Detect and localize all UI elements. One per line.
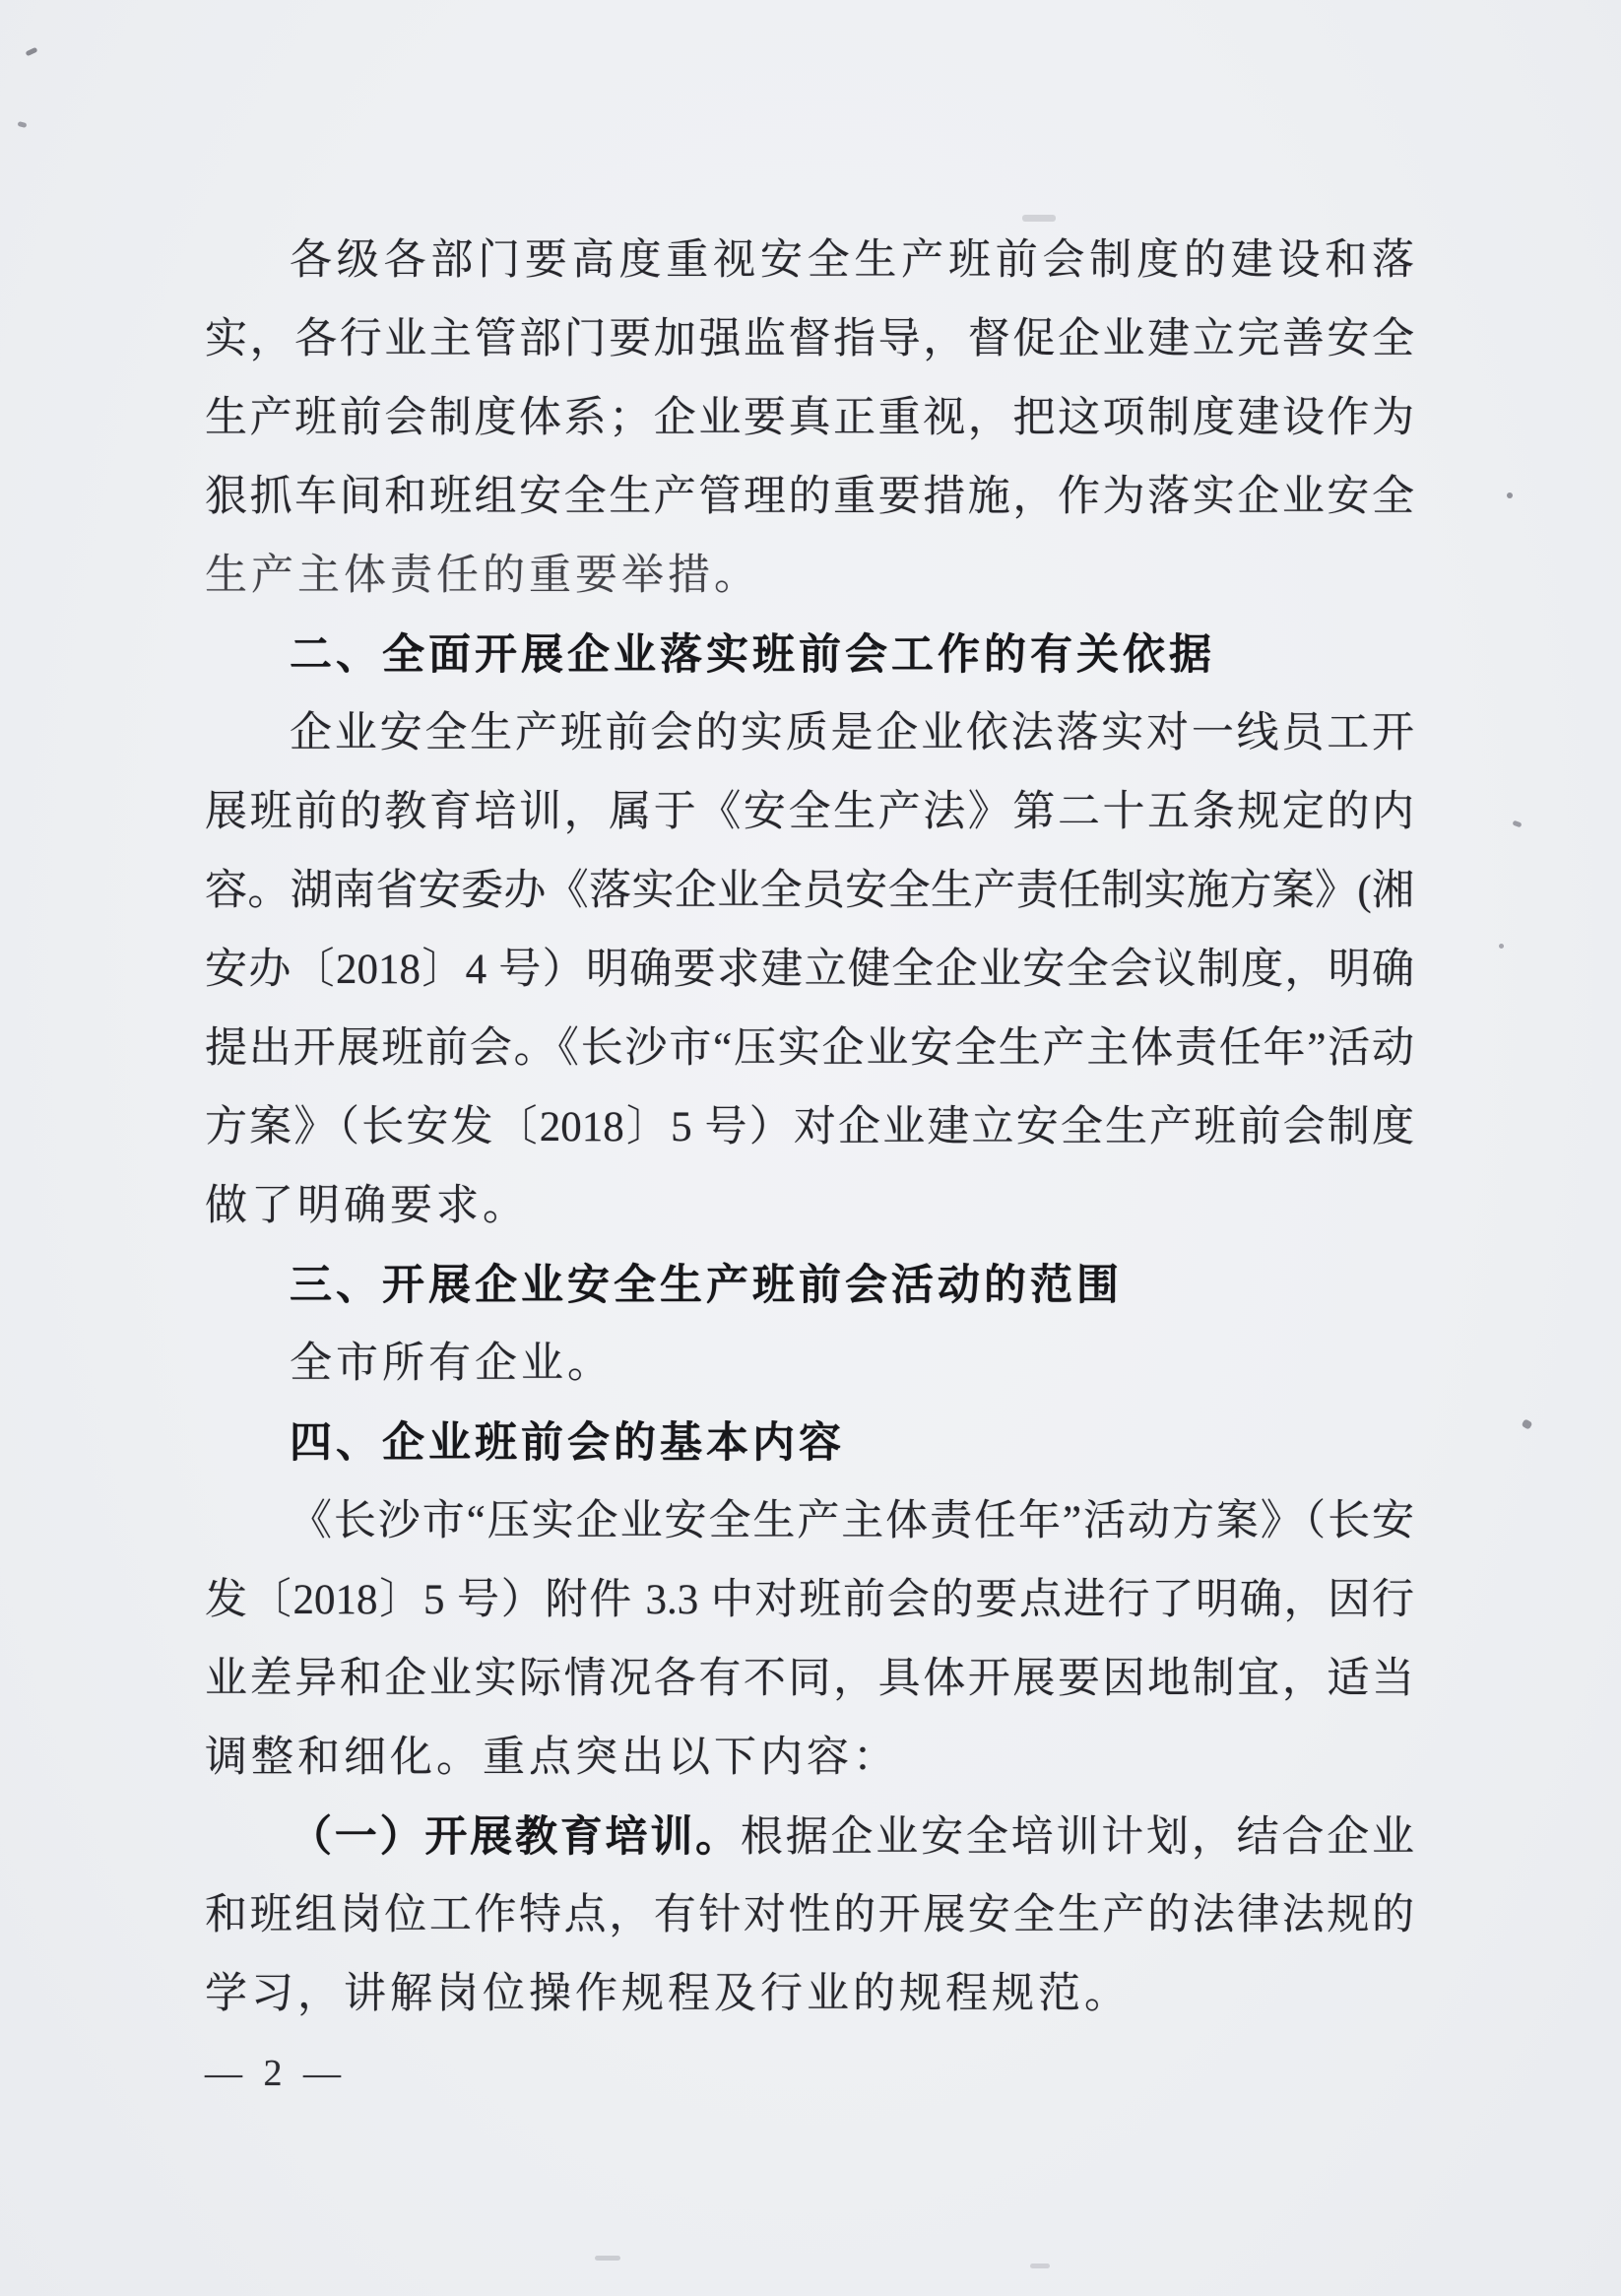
body-line: 展班前的教育培训，属于《安全生产法》第二十五条规定的内 [205,789,1414,835]
body-line: 发〔2018〕5 号）附件 3.3 中对班前会的要点进行了明确，因行 [205,1577,1414,1623]
scan-artifact [1507,492,1513,498]
scan-artifact [1499,944,1504,949]
scan-artifact [1022,215,1056,222]
body-line: 狠抓车间和班组安全生产管理的重要措施，作为落实企业安全 [205,474,1414,520]
scan-artifact [1030,2263,1050,2268]
body-line: 容。湖南省安委办《落实企业全员安全生产责任制实施方案》(湘 [205,868,1414,914]
body-line: 《长沙市“压实企业安全生产主体责任年”活动方案》（长安 [290,1498,1414,1544]
body-line: 提出开展班前会。《长沙市“压实企业安全生产主体责任年”活动 [205,1025,1414,1072]
body-line: 生产主体责任的重要举措。 [205,553,760,599]
body-line: 学习，讲解岗位操作规程及行业的规程规范。 [205,1971,1131,2017]
document-text-block [205,222,1414,2113]
body-line: 安办〔2018〕4 号）明确要求建立健全企业安全会议制度，明确 [205,947,1414,993]
heading-section-2: 二、全面开展企业落实班前会工作的有关依据 [290,631,1215,679]
body-line: 实，各行业主管部门要加强监督指导，督促企业建立完善安全 [205,316,1414,362]
body-line: 做了明确要求。 [205,1183,529,1229]
scan-artifact [1512,820,1522,828]
body-line: 业差异和企业实际情况各有不同，具体开展要因地制宜，适当 [205,1656,1414,1702]
body-line: 各级各部门要高度重视安全生产班前会制度的建设和落 [290,237,1414,284]
scan-artifact [595,2256,620,2261]
heading-section-4: 四、企业班前会的基本内容 [290,1419,845,1467]
body-line [205,1798,1414,1876]
scan-artifact [26,47,38,57]
body-line: 企业安全生产班前会的实质是企业依法落实对一线员工开 [290,710,1414,756]
clause-1-text: 根据企业安全培训计划，结合企业 [740,1814,1414,1861]
body-line: 全市所有企业。 [290,1341,614,1387]
page-number: — 2 — [205,2053,347,2094]
scan-artifact [1522,1418,1533,1429]
body-line: 方案》（长安发〔2018〕5 号）对企业建立安全生产班前会制度 [205,1104,1414,1150]
body-line: 调整和细化。重点突出以下内容： [205,1735,899,1781]
clause-1-title: （一）开展教育培训。 [290,1813,741,1861]
body-line: 生产班前会制度体系；企业要真正重视，把这项制度建设作为 [205,395,1414,441]
heading-section-3: 三、开展企业安全生产班前会活动的范围 [290,1262,1123,1309]
body-line: 和班组岗位工作特点，有针对性的开展安全生产的法律法规的 [205,1892,1414,1938]
scan-artifact [18,121,28,128]
